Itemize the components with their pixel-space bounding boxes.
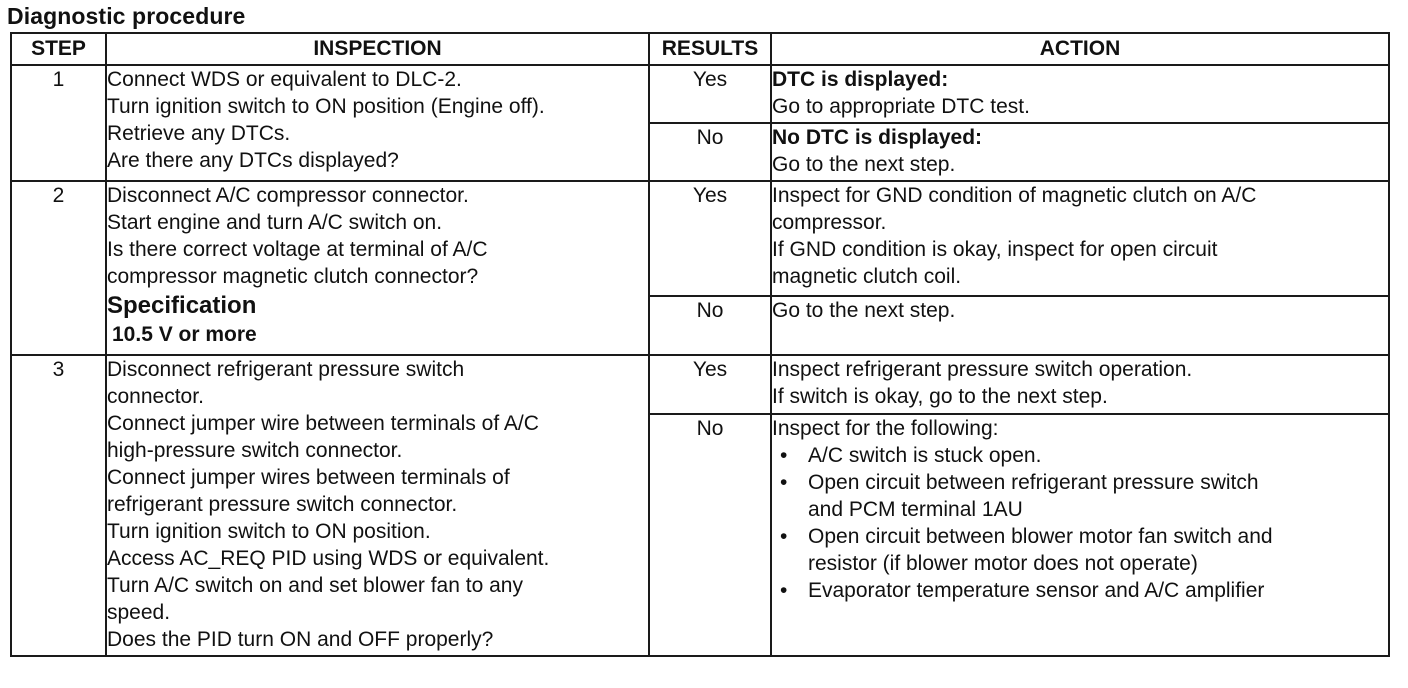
specification-value: 10.5 V or more — [112, 323, 257, 346]
bullet-icon: • — [780, 471, 788, 494]
inspection-line: high-pressure switch connector. — [107, 439, 403, 462]
bullet-icon: • — [780, 444, 788, 467]
table-row — [11, 355, 1389, 414]
action-line: If GND condition is okay, inspect for open circuit — [772, 238, 1218, 261]
inspection-line: Start engine and turn A/C switch on. — [107, 211, 443, 234]
result-value: Yes — [649, 65, 771, 123]
result-value: No — [649, 414, 771, 656]
inspection-line: Retrieve any DTCs. — [107, 122, 291, 145]
action-cell — [771, 65, 1389, 123]
inspection-line: Is there correct voltage at terminal of A/C — [107, 238, 488, 261]
header-step: STEP — [11, 33, 106, 65]
result-value: Yes — [649, 181, 771, 296]
step-number: 2 — [11, 181, 106, 355]
list-item — [772, 469, 1388, 523]
inspection-line: connector. — [107, 385, 204, 408]
table-row — [11, 181, 1389, 296]
header-inspection: INSPECTION — [106, 33, 649, 65]
inspection-line: Does the PID turn ON and OFF properly? — [107, 628, 494, 651]
action-line: compressor. — [772, 211, 887, 234]
specification-label: Specification — [107, 292, 257, 319]
action-line: Inspect for GND condition of magnetic clutch on A/C — [772, 184, 1257, 207]
bullet-line: Open circuit between refrigerant pressure switch — [808, 471, 1259, 494]
action-cell — [771, 355, 1389, 414]
inspection-line: speed. — [107, 601, 171, 624]
page-title: Diagnostic procedure — [7, 3, 246, 29]
bullet-icon: • — [780, 525, 788, 548]
inspection-line: Disconnect refrigerant pressure switch — [107, 358, 465, 381]
step-number: 1 — [11, 65, 106, 181]
action-cell — [771, 123, 1389, 181]
result-value: Yes — [649, 355, 771, 414]
result-value: No — [649, 123, 771, 181]
list-item — [772, 442, 1388, 469]
inspection-line: Turn A/C switch on and set blower fan to any — [107, 574, 523, 597]
action-line: Go to the next step. — [772, 153, 956, 176]
inspection-line: Connect WDS or equivalent to DLC-2. — [107, 68, 462, 91]
bullet-list — [772, 442, 1388, 604]
bullet-line: resistor (if blower motor does not operate) — [808, 552, 1198, 575]
inspection-line: compressor magnetic clutch connector? — [107, 265, 479, 288]
inspection-line: Are there any DTCs displayed? — [107, 149, 399, 172]
list-item — [772, 577, 1388, 604]
bullet-line: and PCM terminal 1AU — [808, 498, 1023, 521]
action-line: Inspect for the following: — [772, 417, 999, 440]
action-cell — [771, 296, 1389, 355]
result-value: No — [649, 296, 771, 355]
action-line: Go to appropriate DTC test. — [772, 95, 1030, 118]
inspection-cell — [106, 355, 649, 656]
action-cell — [771, 181, 1389, 296]
list-item — [772, 523, 1388, 577]
inspection-line: refrigerant pressure switch connector. — [107, 493, 458, 516]
action-cell — [771, 414, 1389, 656]
diagnostic-table — [10, 32, 1390, 657]
inspection-line: Access AC_REQ PID using WDS or equivalent. — [107, 547, 550, 570]
bullet-icon: • — [780, 579, 788, 602]
table-header-row — [11, 33, 1389, 65]
bullet-line: Open circuit between blower motor fan switch and — [808, 525, 1273, 548]
action-line: If switch is okay, go to the next step. — [772, 385, 1108, 408]
inspection-line: Connect jumper wires between terminals of — [107, 466, 510, 489]
bullet-line: A/C switch is stuck open. — [808, 444, 1042, 467]
bullet-line: Evaporator temperature sensor and A/C amplifier — [808, 579, 1265, 602]
table-row — [11, 65, 1389, 123]
inspection-line: Disconnect A/C compressor connector. — [107, 184, 469, 207]
inspection-cell — [106, 65, 649, 181]
action-line: Inspect refrigerant pressure switch operation. — [772, 358, 1193, 381]
action-line: magnetic clutch coil. — [772, 265, 962, 288]
inspection-line: Connect jumper wire between terminals of A/C — [107, 412, 539, 435]
header-results: RESULTS — [649, 33, 771, 65]
action-title: No DTC is displayed: — [772, 126, 983, 149]
action-title: DTC is displayed: — [772, 68, 949, 91]
inspection-line: Turn ignition switch to ON position (Engine off). — [107, 95, 545, 118]
inspection-cell — [106, 181, 649, 355]
inspection-line: Turn ignition switch to ON position. — [107, 520, 431, 543]
step-number: 3 — [11, 355, 106, 656]
action-line: Go to the next step. — [772, 299, 956, 322]
header-action: ACTION — [771, 33, 1389, 65]
